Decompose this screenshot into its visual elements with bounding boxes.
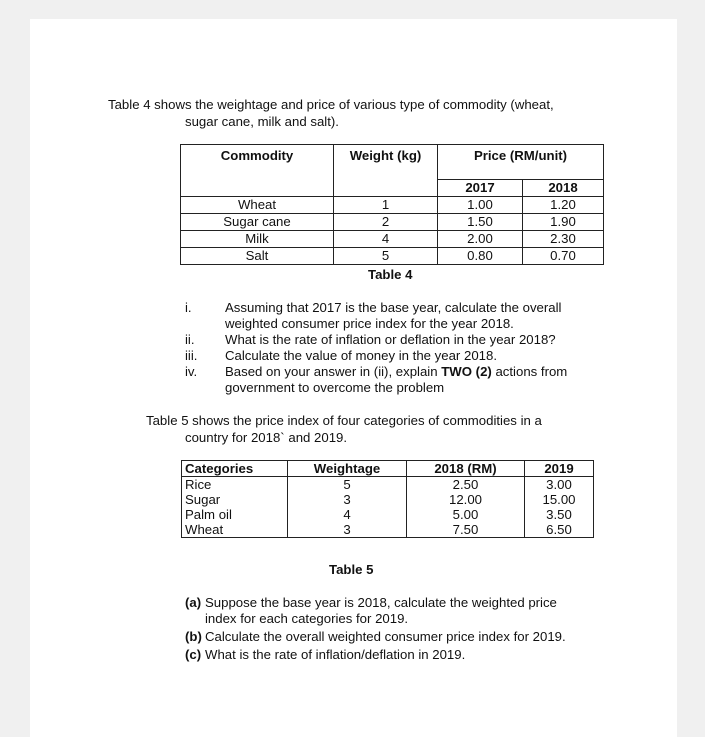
table4-intro-line2: sugar cane, milk and salt). bbox=[185, 114, 339, 129]
cell-2019: 6.50 bbox=[525, 522, 594, 538]
year-2018: 2018 bbox=[523, 180, 604, 197]
question-text: Assuming that 2017 is the base year, calculate the overall bbox=[225, 300, 562, 315]
document-page bbox=[30, 19, 677, 737]
table-row bbox=[181, 214, 604, 231]
header-2019: 2019 bbox=[525, 461, 594, 477]
question-text-part: actions from bbox=[491, 364, 568, 379]
question-text-bold: TWO (2) bbox=[441, 364, 492, 379]
table-row bbox=[182, 522, 594, 538]
question-label: (a) bbox=[185, 595, 202, 610]
question-number: ii. bbox=[185, 332, 195, 347]
cell-2019: 15.00 bbox=[525, 492, 594, 507]
question-label: (b) bbox=[185, 629, 202, 644]
cell-weightage: 4 bbox=[288, 507, 407, 522]
cell-price-2018: 2.30 bbox=[523, 231, 604, 248]
table-5 bbox=[181, 460, 594, 538]
question-number: iv. bbox=[185, 364, 198, 379]
cell-price-2017: 2.00 bbox=[438, 231, 523, 248]
cell-category: Sugar bbox=[182, 492, 288, 507]
cell-weight: 4 bbox=[334, 231, 438, 248]
cell-commodity: Sugar cane bbox=[181, 214, 334, 231]
table-row bbox=[182, 492, 594, 507]
question-label: (c) bbox=[185, 647, 202, 662]
header-price: Price (RM/unit) bbox=[473, 148, 568, 163]
question-text: weighted consumer price index for the year 2018. bbox=[225, 316, 514, 331]
cell-2019: 3.00 bbox=[525, 477, 594, 493]
cell-weightage: 3 bbox=[288, 522, 407, 538]
table-row bbox=[182, 477, 594, 493]
cell-weightage: 3 bbox=[288, 492, 407, 507]
question-text: What is the rate of inflation or deflation in the year 2018? bbox=[225, 332, 556, 347]
cell-price-2017: 0.80 bbox=[438, 248, 523, 265]
table5-caption: Table 5 bbox=[329, 562, 374, 577]
cell-weight: 5 bbox=[334, 248, 438, 265]
cell-weight: 2 bbox=[334, 214, 438, 231]
question-text: Calculate the value of money in the year 2018. bbox=[225, 348, 497, 363]
year-2017: 2017 bbox=[438, 180, 523, 197]
cell-price-2017: 1.50 bbox=[438, 214, 523, 231]
cell-category: Palm oil bbox=[182, 507, 288, 522]
table4-intro-line1: Table 4 shows the weightage and price of various type of commodity (wheat, bbox=[108, 97, 554, 112]
cell-2018: 7.50 bbox=[407, 522, 525, 538]
cell-commodity: Wheat bbox=[181, 197, 334, 214]
header-2018: 2018 (RM) bbox=[407, 461, 525, 477]
header-weight: Weight (kg) bbox=[334, 145, 438, 173]
question-text: What is the rate of inflation/deflation in 2019. bbox=[205, 647, 466, 662]
cell-weightage: 5 bbox=[288, 477, 407, 493]
table-4 bbox=[180, 144, 604, 265]
cell-price-2018: 0.70 bbox=[550, 248, 576, 263]
cell-2018: 12.00 bbox=[407, 492, 525, 507]
table-row bbox=[181, 231, 604, 248]
question-text bbox=[225, 364, 567, 380]
table4-caption: Table 4 bbox=[368, 267, 413, 282]
question-text: index for each categories for 2019. bbox=[205, 611, 409, 626]
cell-price-2017: 1.00 bbox=[438, 197, 523, 214]
question-number: iii. bbox=[185, 348, 198, 363]
header-commodity: Commodity bbox=[181, 145, 334, 173]
question-text: Suppose the base year is 2018, calculate the weighted price bbox=[205, 595, 557, 610]
cell-2018: 2.50 bbox=[407, 477, 525, 493]
table5-intro-line2: country for 2018` and 2019. bbox=[185, 430, 348, 445]
table-row bbox=[181, 248, 604, 265]
cell-weight: 1 bbox=[334, 197, 438, 214]
cell-commodity: Salt bbox=[181, 248, 334, 265]
cell-2018: 5.00 bbox=[407, 507, 525, 522]
cell-2019: 3.50 bbox=[525, 507, 594, 522]
table5-intro-line1: Table 5 shows the price index of four categories of commodities in a bbox=[146, 413, 542, 428]
question-number: i. bbox=[185, 300, 192, 315]
cell-category: Rice bbox=[182, 477, 288, 493]
question-text-part: Based on your answer in (ii), explain bbox=[225, 364, 442, 379]
table-row bbox=[182, 507, 594, 522]
table-row bbox=[181, 197, 604, 214]
cell-category: Wheat bbox=[182, 522, 288, 538]
header-categories: Categories bbox=[182, 461, 288, 477]
question-text: Calculate the overall weighted consumer price index for 2019. bbox=[205, 629, 566, 644]
header-weightage: Weightage bbox=[288, 461, 407, 477]
cell-price-2018: 1.20 bbox=[523, 197, 604, 214]
question-text: government to overcome the problem bbox=[225, 380, 445, 395]
cell-price-2018: 1.90 bbox=[523, 214, 604, 231]
cell-commodity: Milk bbox=[181, 231, 334, 248]
